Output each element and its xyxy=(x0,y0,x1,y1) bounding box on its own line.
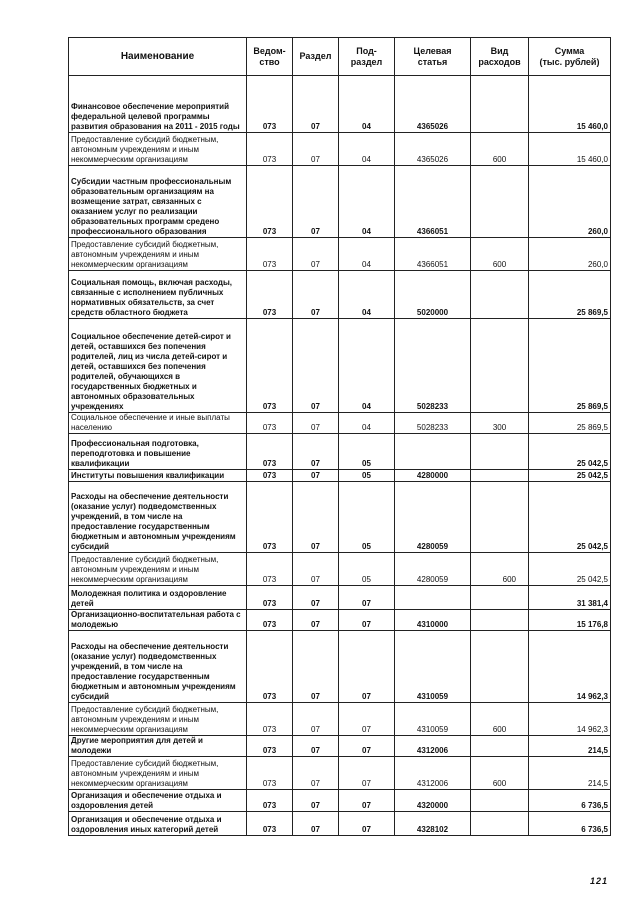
row-sum: 214,5 xyxy=(529,736,611,757)
row-section: 07 xyxy=(293,703,339,736)
row-sum: 260,0 xyxy=(529,166,611,238)
row-target: 4280059 xyxy=(395,553,471,586)
row-dept: 073 xyxy=(247,586,293,610)
row-sum: 15 460,0 xyxy=(529,76,611,133)
row-section: 07 xyxy=(293,238,339,271)
row-target: 5028233 xyxy=(395,413,471,434)
row-dept: 073 xyxy=(247,790,293,812)
row-dept: 073 xyxy=(247,434,293,470)
row-section: 07 xyxy=(293,736,339,757)
row-section: 07 xyxy=(293,319,339,413)
row-subsection: 04 xyxy=(339,413,395,434)
row-subsection: 04 xyxy=(339,166,395,238)
row-section: 07 xyxy=(293,76,339,133)
row-section: 07 xyxy=(293,482,339,553)
table-row xyxy=(69,166,611,238)
row-dept: 073 xyxy=(247,319,293,413)
row-target: 4310059 xyxy=(395,703,471,736)
header-exp-type: Вид расходов xyxy=(471,38,529,76)
page-number: 121 xyxy=(590,876,609,886)
row-section: 07 xyxy=(293,586,339,610)
budget-table xyxy=(68,37,611,836)
row-exp-type xyxy=(471,470,529,482)
row-section: 07 xyxy=(293,470,339,482)
row-name: Субсидии частным профессиональным образовательным организациям на возмещение затрат, связанных с оказанием услуг по реализации образовательных программ средено профессионального образования xyxy=(69,166,247,238)
row-sum: 214,5 xyxy=(529,757,611,790)
table-header-row xyxy=(69,38,611,76)
row-target: 4312006 xyxy=(395,736,471,757)
row-dept: 073 xyxy=(247,631,293,703)
table-row xyxy=(69,586,611,610)
header-sum: Сумма (тыс. рублей) xyxy=(529,38,611,76)
row-sum: 15 460,0 xyxy=(529,133,611,166)
row-dept: 073 xyxy=(247,238,293,271)
row-exp-type xyxy=(471,482,529,553)
row-subsection: 04 xyxy=(339,76,395,133)
row-sum: 25 869,5 xyxy=(529,319,611,413)
row-subsection: 07 xyxy=(339,812,395,836)
row-section: 07 xyxy=(293,166,339,238)
row-section: 07 xyxy=(293,610,339,631)
row-subsection: 07 xyxy=(339,757,395,790)
table-row xyxy=(69,553,611,586)
row-dept: 073 xyxy=(247,166,293,238)
row-dept: 073 xyxy=(247,703,293,736)
row-subsection: 07 xyxy=(339,790,395,812)
row-name: Расходы на обеспечение деятельности (оказание услуг) подведомственных учреждений, в том числе на предоставление государственным бюджетным и автономным учреждениям субсидий xyxy=(69,482,247,553)
row-subsection: 05 xyxy=(339,553,395,586)
row-sum: 6 736,5 xyxy=(529,812,611,836)
row-exp-type xyxy=(471,319,529,413)
row-target: 5028233 xyxy=(395,319,471,413)
row-exp-type: 600 xyxy=(471,133,529,166)
row-subsection: 04 xyxy=(339,271,395,319)
row-subsection: 05 xyxy=(339,482,395,553)
header-subsection: Под- раздел xyxy=(339,38,395,76)
row-name: Предоставление субсидий бюджетным, автономным учреждениям и иным некоммерческим организациям xyxy=(69,238,247,271)
row-target: 4365026 xyxy=(395,76,471,133)
row-target: 4280000 xyxy=(395,470,471,482)
row-exp-type xyxy=(471,631,529,703)
row-sum: 6 736,5 xyxy=(529,790,611,812)
row-target: 4366051 xyxy=(395,166,471,238)
header-section: Раздел xyxy=(293,38,339,76)
row-name: Социальная помощь, включая расходы, связанные с исполнением публичных нормативных обязательств, за счет средств областного бюджета xyxy=(69,271,247,319)
row-sum: 25 042,5 xyxy=(529,434,611,470)
row-section: 07 xyxy=(293,271,339,319)
row-name: Социальное обеспечение детей-сирот и детей, оставшихся без попечения родителей, лиц из числа детей-сирот и детей, оставшихся без попечения родителей, обучающихся в государственных бюджетных и автономных образовательных учреждениях xyxy=(69,319,247,413)
row-exp-type: 600 xyxy=(471,703,529,736)
row-target: 4328102 xyxy=(395,812,471,836)
row-sum: 14 962,3 xyxy=(529,703,611,736)
row-subsection: 04 xyxy=(339,319,395,413)
row-name: Предоставление субсидий бюджетным, автономным учреждениям и иным некоммерческим организациям xyxy=(69,553,247,586)
row-dept: 073 xyxy=(247,736,293,757)
row-exp-type xyxy=(471,271,529,319)
row-exp-type xyxy=(471,553,529,586)
row-name: Финансовое обеспечение мероприятий федеральной целевой программы развития образования на 2011 - 2015 годы xyxy=(69,76,247,133)
row-subsection: 05 xyxy=(339,434,395,470)
row-name: Другие мероприятия для детей и молодежи xyxy=(69,736,247,757)
row-dept: 073 xyxy=(247,413,293,434)
row-name: Институты повышения квалификации xyxy=(69,470,247,482)
row-sum: 25 042,5 xyxy=(529,470,611,482)
row-target: 4310000 xyxy=(395,610,471,631)
row-section: 07 xyxy=(293,413,339,434)
row-section: 07 xyxy=(293,812,339,836)
row-target: 5020000 xyxy=(395,271,471,319)
row-dept: 073 xyxy=(247,553,293,586)
row-dept: 073 xyxy=(247,482,293,553)
table-row xyxy=(69,413,611,434)
table-row xyxy=(69,434,611,470)
table-row xyxy=(69,631,611,703)
row-exp-type: 600 xyxy=(471,238,529,271)
row-sum: 15 176,8 xyxy=(529,610,611,631)
row-name: Профессиональная подготовка, переподготовка и повышение квалификации xyxy=(69,434,247,470)
table-row xyxy=(69,703,611,736)
row-dept: 073 xyxy=(247,470,293,482)
table-row xyxy=(69,470,611,482)
row-exp-type-value: 600 xyxy=(502,575,516,584)
table-row xyxy=(69,736,611,757)
row-subsection: 04 xyxy=(339,238,395,271)
row-sum: 25 869,5 xyxy=(529,413,611,434)
row-exp-type xyxy=(471,76,529,133)
row-section: 07 xyxy=(293,434,339,470)
row-subsection: 04 xyxy=(339,133,395,166)
row-exp-type xyxy=(471,812,529,836)
row-sum: 14 962,3 xyxy=(529,631,611,703)
table-row xyxy=(69,76,611,133)
row-section: 07 xyxy=(293,790,339,812)
row-subsection: 07 xyxy=(339,586,395,610)
row-target: 4366051 xyxy=(395,238,471,271)
row-sum: 25 869,5 xyxy=(529,271,611,319)
row-target: 4365026 xyxy=(395,133,471,166)
row-subsection: 07 xyxy=(339,703,395,736)
header-target: Целевая статья xyxy=(395,38,471,76)
table-row xyxy=(69,757,611,790)
row-name: Социальное обеспечение и иные выплаты населению xyxy=(69,413,247,434)
row-section: 07 xyxy=(293,553,339,586)
row-target: 4310059 xyxy=(395,631,471,703)
row-exp-type: 600 xyxy=(471,757,529,790)
row-name: Молодежная политика и оздоровление детей xyxy=(69,586,247,610)
row-dept: 073 xyxy=(247,812,293,836)
row-dept: 073 xyxy=(247,76,293,133)
row-exp-type: 300 xyxy=(471,413,529,434)
row-section: 07 xyxy=(293,133,339,166)
row-sum: 25 042,5 xyxy=(529,482,611,553)
row-exp-type xyxy=(471,736,529,757)
row-name: Организация и обеспечение отдыха и оздоровления детей xyxy=(69,790,247,812)
row-name: Предоставление субсидий бюджетным, автономным учреждениям и иным некоммерческим организациям xyxy=(69,757,247,790)
row-subsection: 05 xyxy=(339,470,395,482)
row-target: 4320000 xyxy=(395,790,471,812)
table-row xyxy=(69,271,611,319)
row-exp-type xyxy=(471,790,529,812)
table-row xyxy=(69,610,611,631)
row-dept: 073 xyxy=(247,757,293,790)
row-sum: 260,0 xyxy=(529,238,611,271)
header-name: Наименование xyxy=(69,38,247,76)
row-name: Предоставление субсидий бюджетным, автономным учреждениям и иным некоммерческим организациям xyxy=(69,703,247,736)
row-name: Расходы на обеспечение деятельности (оказание услуг) подведомственных учреждений, в том числе на предоставление государственным бюджетным и автономным учреждениям субсидий xyxy=(69,631,247,703)
row-target: 4280059 xyxy=(395,482,471,553)
row-dept: 073 xyxy=(247,271,293,319)
table-row xyxy=(69,790,611,812)
table-row xyxy=(69,238,611,271)
table-row xyxy=(69,812,611,836)
row-dept: 073 xyxy=(247,610,293,631)
row-dept: 073 xyxy=(247,133,293,166)
row-subsection: 07 xyxy=(339,736,395,757)
row-exp-type xyxy=(471,586,529,610)
table-row xyxy=(69,319,611,413)
row-name: Организация и обеспечение отдыха и оздоровления иных категорий детей xyxy=(69,812,247,836)
row-exp-type xyxy=(471,434,529,470)
row-section: 07 xyxy=(293,757,339,790)
row-exp-type xyxy=(471,166,529,238)
row-sum: 25 042,5 xyxy=(529,553,611,586)
row-subsection: 07 xyxy=(339,631,395,703)
row-target xyxy=(395,434,471,470)
table-row xyxy=(69,482,611,553)
header-dept: Ведом- ство xyxy=(247,38,293,76)
row-name: Предоставление субсидий бюджетным, автономным учреждениям и иным некоммерческим организациям xyxy=(69,133,247,166)
row-name: Организационно-воспитательная работа с молодежью xyxy=(69,610,247,631)
row-target: 4312006 xyxy=(395,757,471,790)
row-sum: 31 381,4 xyxy=(529,586,611,610)
row-target xyxy=(395,586,471,610)
row-subsection: 07 xyxy=(339,610,395,631)
row-section: 07 xyxy=(293,631,339,703)
table-row xyxy=(69,133,611,166)
row-exp-type xyxy=(471,610,529,631)
